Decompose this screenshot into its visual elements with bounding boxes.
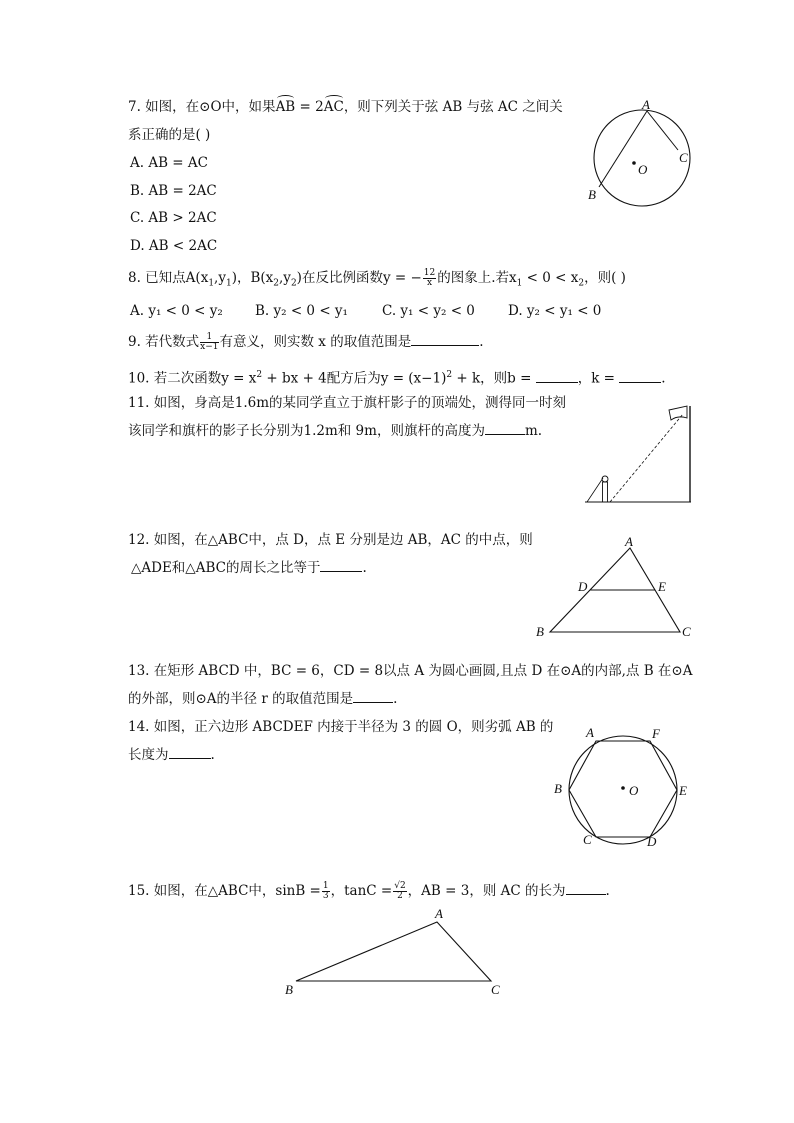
- q12-label-c: C: [682, 624, 691, 639]
- q11-flag: [669, 406, 687, 420]
- q15-label-c: C: [491, 982, 500, 997]
- q11-flagpole-figure: [583, 398, 695, 506]
- q7-label-c: C: [679, 150, 688, 165]
- q15-answer-blank[interactable]: [566, 882, 606, 895]
- q9-fraction: $\frac{1}{x-1}$: [200, 332, 219, 352]
- q14-label-a: A: [586, 725, 594, 740]
- q14-hexagon-figure: [550, 722, 700, 850]
- q14-answer-blank[interactable]: [169, 746, 211, 759]
- q7-label-a: A: [642, 97, 650, 112]
- q15-triangle-figure: [280, 905, 510, 1000]
- q15-triangle-abc: [296, 922, 491, 981]
- q14-circle: [569, 736, 677, 844]
- q7-center-dot: [632, 161, 636, 165]
- q7-label-b: B: [588, 187, 596, 202]
- q7-circle: [594, 110, 690, 206]
- q14-label-b: B: [554, 781, 562, 796]
- q15-label-a: A: [435, 906, 443, 921]
- q12-label-b: B: [536, 624, 544, 639]
- arc-ac: AC: [323, 99, 344, 115]
- q7-circle-figure: [580, 97, 700, 210]
- q9-line: 9. 若代数式 $\frac{1}{x-1}$ 有意义，则实数 x 的取值范围是 .: [128, 332, 484, 352]
- q7-line2: 系正确的是( ): [128, 127, 211, 143]
- q10-line: 10. 若二次函数$y = x^2$ + bx + 4配方后为$y = (x-1)^2 + k$，则b = ，k = .: [128, 370, 666, 387]
- q11-person-body: [603, 482, 608, 502]
- q7-line1: 7. 如图，在⊙O中，如果AB = 2AC，则下列关于弦 AB 与弦 AC 之间关: [128, 99, 563, 115]
- q7-option-b: B. AB = 2AC: [130, 183, 217, 199]
- q9-answer-blank[interactable]: [411, 333, 479, 346]
- q8-option-b: B. y₂ < 0 < y₁: [255, 303, 348, 319]
- q15-label-b: B: [285, 982, 293, 997]
- q7-label-o: O: [638, 162, 648, 177]
- q7-option-c: C. AB > 2AC: [130, 210, 217, 226]
- q13-line1: 13. 在矩形 ABCD 中，BC = 6，CD = 8以点 A 为圆心画圆,且点 D 在⊙A的内部,点 B 在⊙A: [128, 663, 693, 679]
- q11-line2: 该同学和旗杆的影子长分别为1.2m和 9m，则旗杆的高度为 m.: [128, 423, 543, 439]
- q7-chord-ac: [647, 111, 678, 150]
- q12-label-d: D: [578, 579, 588, 594]
- q14-label-d: D: [647, 834, 657, 849]
- q8-option-d: D. y₂ < y₁ < 0: [508, 303, 602, 319]
- q12-line1: 12. 如图，在△ABC中，点 D，点 E 分别是边 AB，AC 的中点，则: [128, 532, 533, 548]
- arc-ab: AB: [275, 99, 296, 115]
- q8-option-c: C. y₁ < y₂ < 0: [382, 303, 475, 319]
- q12-line2: △ADE和△ABC的周长之比等于 .: [131, 560, 367, 576]
- q11-person-head: [602, 476, 608, 482]
- q14-line1: 14. 如图，正六边形 ABCDEF 内接于半径为 3 的圆 O，则劣弧 AB 的: [128, 719, 554, 735]
- q14-label-o: O: [629, 783, 639, 798]
- q10-answer-blank-k[interactable]: [619, 370, 661, 383]
- q11-line1: 11. 如图，身高是1.6m的某同学直立于旗杆影子的顶端处，测得同一时刻: [128, 395, 567, 411]
- q15-fraction-sin: $\frac{1}{3}$: [322, 881, 329, 901]
- q11-sun-ray-dashed: [610, 414, 683, 502]
- q7-option-d: D. AB < 2AC: [130, 238, 218, 254]
- q11-answer-blank[interactable]: [485, 422, 525, 435]
- q15-line: 15. 如图，在△ABC中，sinB = $\frac{1}{3}$ ，tanC = $\frac{√2}{2}$ ，AB = 3，则 AC 的长为 .: [128, 881, 610, 901]
- q14-center-dot: [621, 786, 625, 790]
- q8-line: 8. 已知点$A(x_1,y_1)$，$B(x_2,y_2)$在反比例函数y = − $\frac{12}{x}$ 的图象上.若$x_1 < 0 < x_2$，则( ): [128, 268, 626, 289]
- q12-triangle-figure: [530, 535, 700, 643]
- q7-option-a: A. AB = AC: [130, 155, 208, 171]
- q12-answer-blank[interactable]: [320, 559, 362, 572]
- q13-line2: 的外部，则⊙A的半径 r 的取值范围是 .: [128, 691, 398, 707]
- q14-label-c: C: [583, 832, 592, 847]
- q14-line2: 长度为 .: [128, 747, 215, 763]
- q12-label-e: E: [658, 579, 666, 594]
- q12-label-a: A: [625, 534, 633, 549]
- q8-fraction: $\frac{12}{x}$: [423, 268, 436, 288]
- q14-label-f: F: [652, 726, 660, 741]
- q15-fraction-tan: $\frac{√2}{2}$: [394, 881, 406, 901]
- q13-answer-blank[interactable]: [353, 690, 393, 703]
- q10-answer-blank-b[interactable]: [536, 370, 578, 383]
- q8-option-a: A. y₁ < 0 < y₂: [130, 303, 223, 319]
- q14-label-e: E: [679, 783, 687, 798]
- q11-person-ray: [587, 478, 603, 502]
